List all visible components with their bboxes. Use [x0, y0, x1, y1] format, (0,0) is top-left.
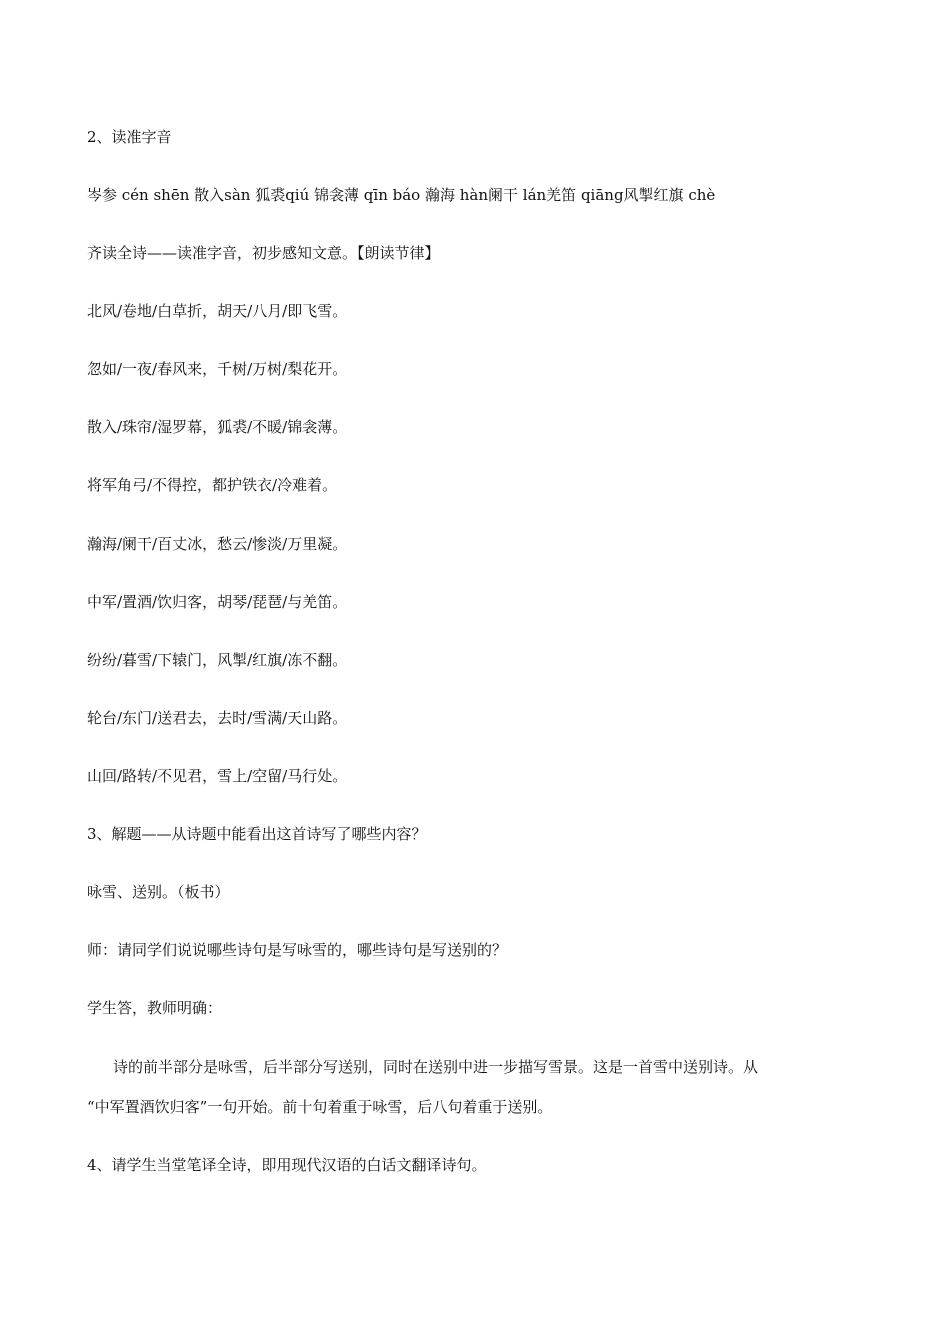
poem-line: 中军/置酒/饮归客，胡琴/琵琶/与羌笛。: [87, 593, 348, 611]
explanation-paragraph-line: 诗的前半部分是咏雪，后半部分写送别，同时在送别中进一步描写雪景。这是一首雪中送别诗。从: [113, 1058, 759, 1076]
teacher-question: 师：请同学们说说哪些诗句是写咏雪的，哪些诗句是写送别的？: [87, 941, 508, 959]
answer-text: 咏雪、送别。（板书）: [87, 883, 230, 901]
poem-line: 纷纷/暮雪/下辕门，风掣/红旗/冻不翻。: [87, 651, 348, 669]
section-heading-translation: 4、请学生当堂笔译全诗，即用现代汉语的白话文翻译诗句。: [87, 1156, 487, 1174]
poem-line: 忽如/一夜/春风来，千树/万树/梨花开。: [87, 360, 348, 378]
reading-instruction: 齐读全诗——读准字音，初步感知文意。【朗读节律】: [87, 244, 440, 262]
explanation-paragraph-line: “中军置酒饮归客”一句开始。前十句着重于咏雪，后八句着重于送别。: [87, 1098, 553, 1116]
poem-line: 瀚海/阑干/百丈冰，愁云/惨淡/万里凝。: [87, 535, 348, 553]
pronunciation-list: 岑参 cén shēn 散入sàn 狐裘qiú 锦衾薄 qīn báo 瀚海 hàn阑干 lán羌笛 qiāng风掣红旗 chè: [87, 186, 716, 204]
poem-line: 将军角弓/不得控，都护铁衣/冷难着。: [87, 476, 338, 494]
poem-line: 轮台/东门/送君去，去时/雪满/天山路。: [87, 709, 348, 727]
poem-line: 山回/路转/不见君，雪上/空留/马行处。: [87, 767, 348, 785]
student-answer-label: 学生答，教师明确：: [87, 999, 223, 1017]
section-heading-pronunciation: 2、读准字音: [87, 128, 172, 146]
section-heading-title-analysis: 3、解题——从诗题中能看出这首诗写了哪些内容？: [87, 825, 427, 843]
poem-line: 散入/珠帘/湿罗幕，狐裘/不暖/锦衾薄。: [87, 418, 348, 436]
poem-line: 北风/卷地/白草折，胡天/八月/即飞雪。: [87, 302, 348, 320]
